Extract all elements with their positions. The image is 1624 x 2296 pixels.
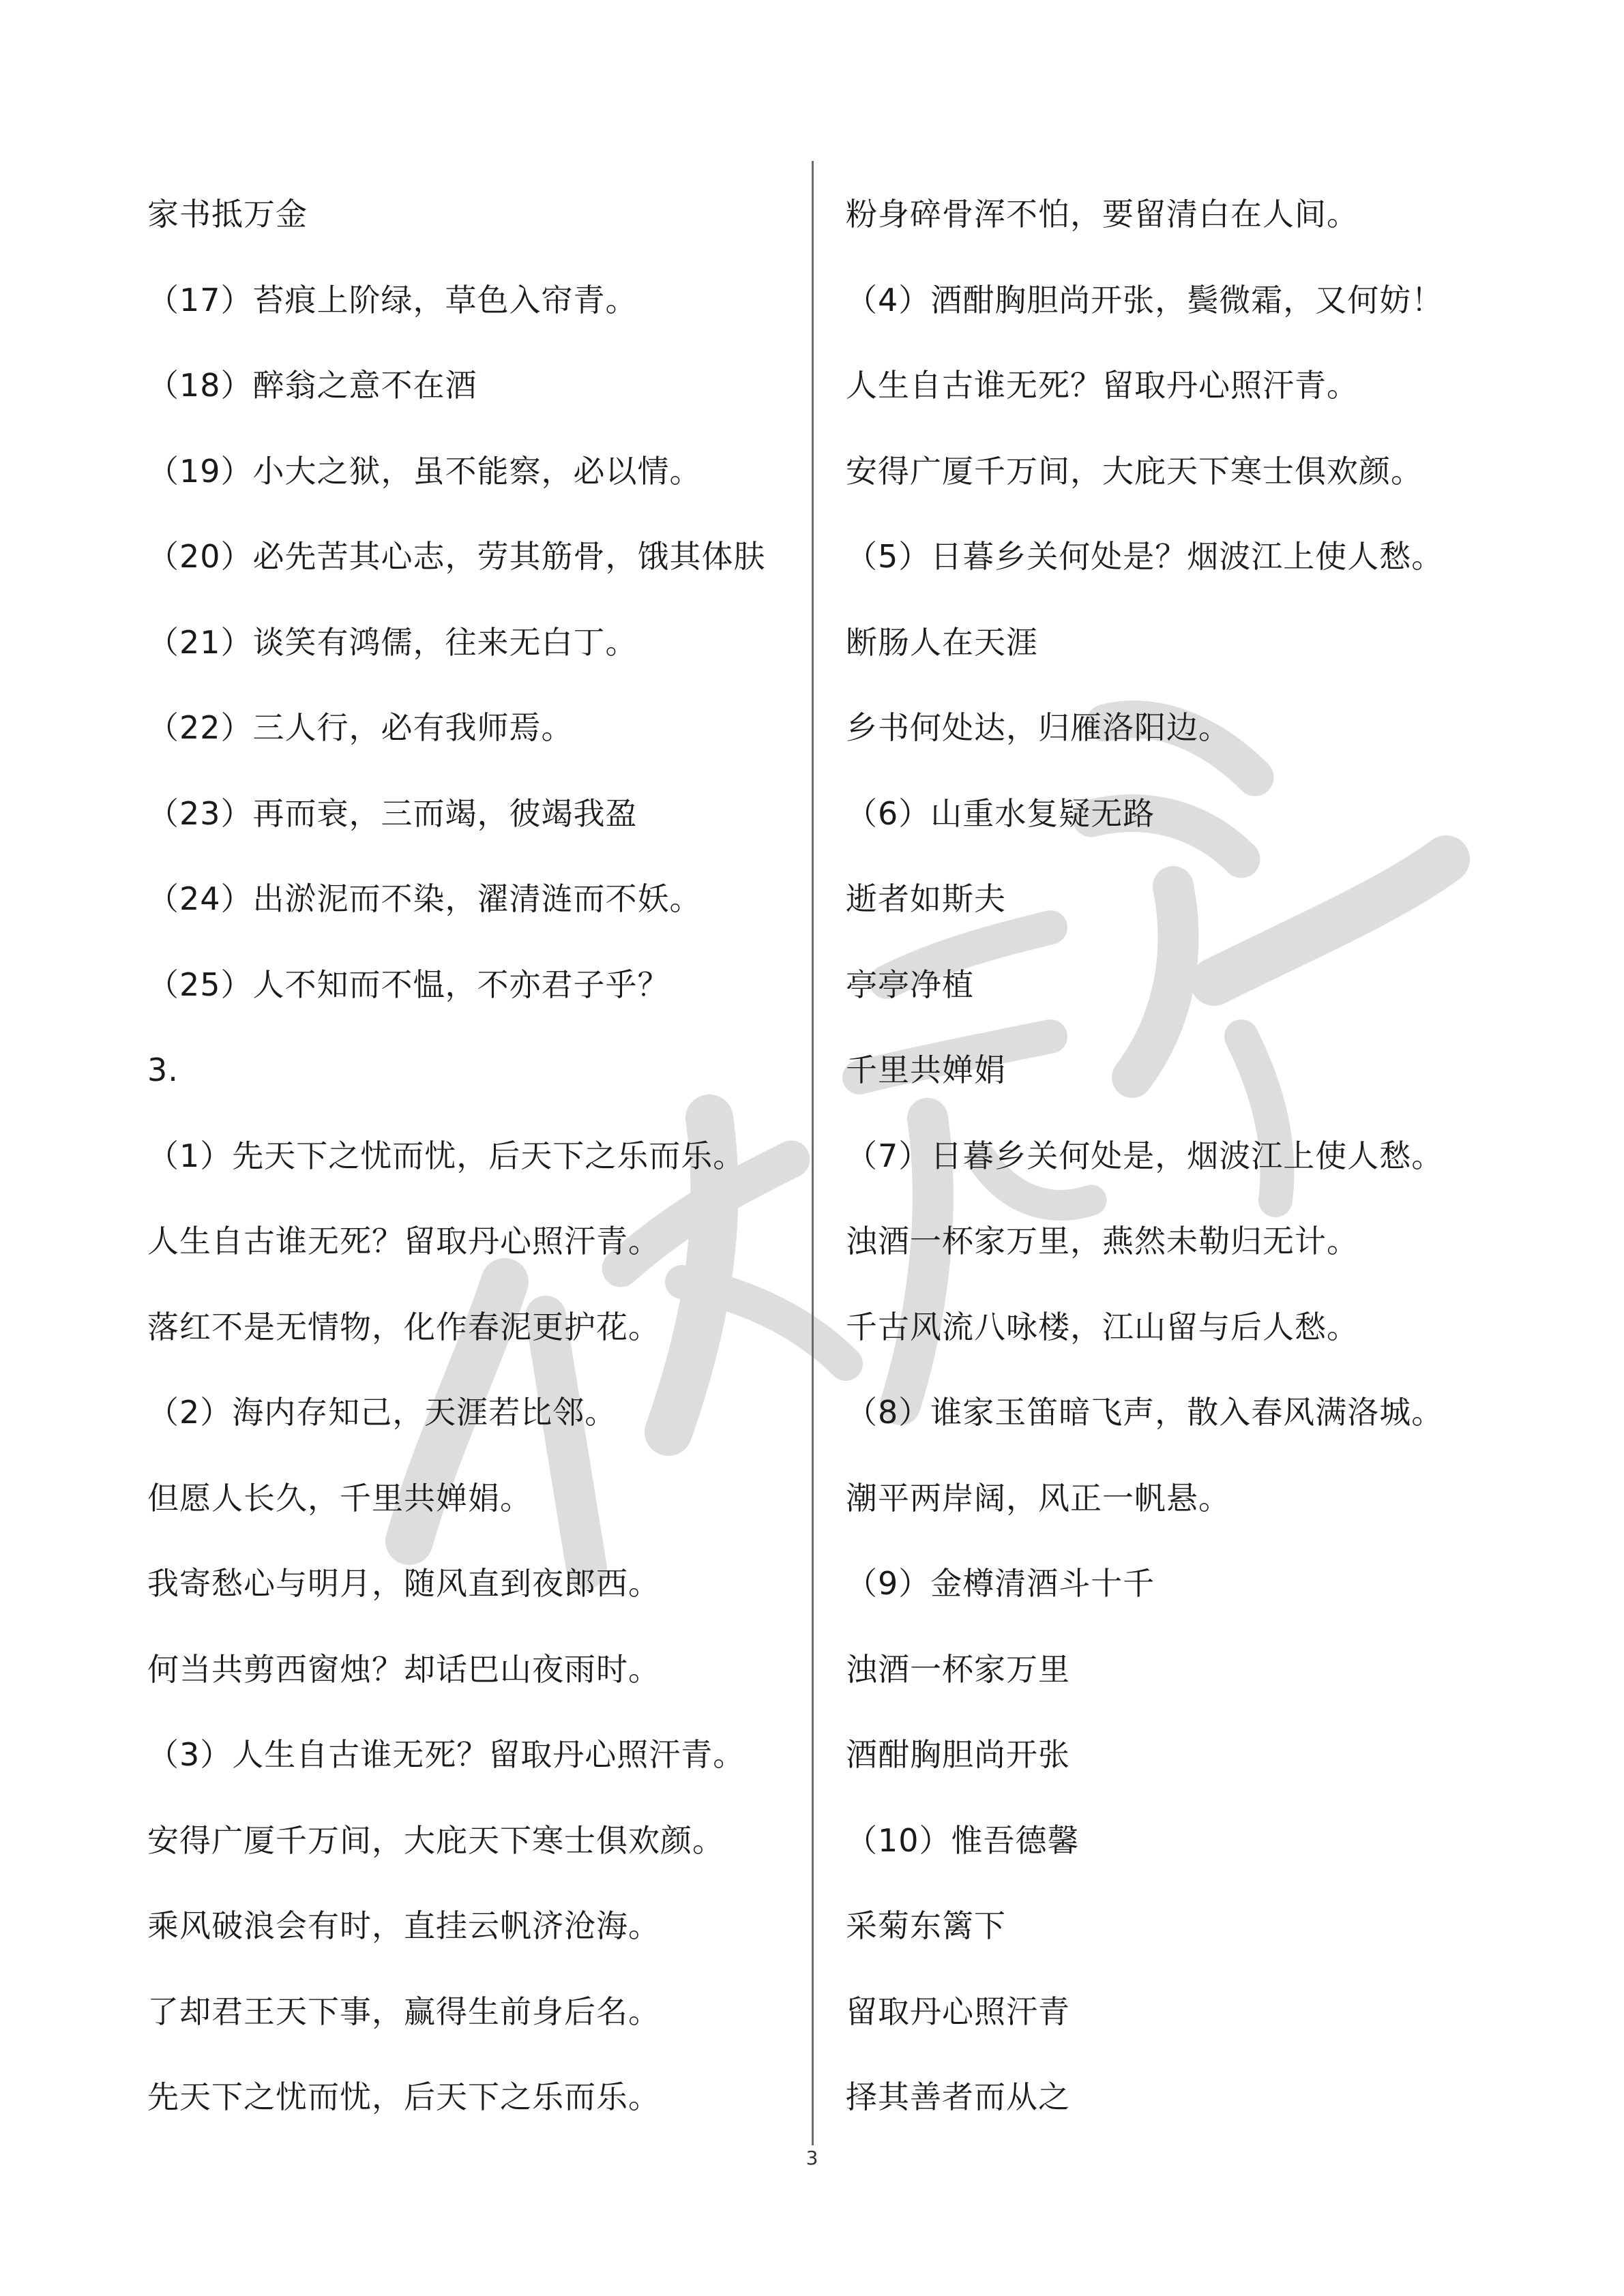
text-line: 酒酣胸胆尚开张 [846,1736,1070,1773]
text-line: 潮平两岸阔，风正一帆悬。 [846,1479,1230,1517]
text-line: （8）谁家玉笛暗飞声，散入春风满洛城。 [846,1394,1444,1431]
text-line: 我寄愁心与明月，随风直到夜郎西。 [147,1565,660,1602]
text-line: （3）人生自古谁无死？留取丹心照汗青。 [147,1736,745,1773]
text-line: 亭亭净植 [846,966,974,1003]
text-line: （4）酒酣胸胆尚开张，鬓微霜，又何妨！ [846,281,1444,318]
section-number: 3. [147,1052,179,1088]
text-line: 人生自古谁无死？留取丹心照汗青。 [846,367,1359,404]
text-line: 何当共剪西窗烛？却话巴山夜雨时。 [147,1650,660,1688]
text-line: 留取丹心照汗青 [846,1993,1070,2030]
text-line: 安得广厦千万间，大庇天下寒士俱欢颜。 [846,452,1423,490]
text-line: （18）醉翁之意不在酒 [147,367,477,404]
text-line: （22）三人行，必有我师焉。 [147,709,574,746]
page-number: 3 [806,2147,818,2169]
text-line: 落红不是无情物，化作春泥更护花。 [147,1308,660,1345]
text-line: （24）出淤泥而不染，濯清涟而不妖。 [147,880,702,917]
text-line: 千古风流八咏楼，江山留与后人愁。 [846,1308,1359,1345]
right-column [846,172,1528,2141]
left-column [147,172,829,2141]
text-line: （7）日暮乡关何处是，烟波江上使人愁。 [846,1137,1444,1174]
text-line: （17）苔痕上阶绿，草色入帘青。 [147,281,638,318]
text-line: 安得广厦千万间，大庇天下寒士俱欢颜。 [147,1821,724,1859]
text-line: 人生自古谁无死？留取丹心照汗青。 [147,1223,660,1259]
text-line: （1）先天下之忧而忧，后天下之乐而乐。 [147,1137,745,1174]
text-line: （25）人不知而不愠，不亦君子乎？ [147,966,670,1003]
text-line: （20）必先苦其心志，劳其筋骨，饿其体肤 [147,538,766,575]
text-line: 粉身碎骨浑不怕，要留清白在人间。 [846,196,1359,233]
text-line: （6）山重水复疑无路 [846,794,1155,832]
text-line: （2）海内存知己，天涯若比邻。 [147,1394,617,1431]
text-line: 千里共婵娟 [846,1052,1006,1088]
text-line: 采菊东篱下 [846,1907,1006,1944]
text-line: （9）金樽清酒斗十千 [846,1565,1155,1602]
text-line: 了却君王天下事，赢得生前身后名。 [147,1993,660,2030]
text-line: （21）谈笑有鸿儒，往来无白丁。 [147,623,638,661]
text-line: 浊酒一杯家万里，燕然未勒归无计。 [846,1223,1359,1259]
text-line: 乘风破浪会有时，直挂云帆济沧海。 [147,1907,660,1944]
text-line: （19）小大之狱，虽不能察，必以情。 [147,452,702,490]
text-line: （10）惟吾德馨 [846,1821,1080,1859]
text-line: 乡书何处达，归雁洛阳边。 [846,709,1230,746]
text-line: 逝者如斯夫 [846,880,1006,917]
text-line: 但愿人长久，千里共婵娟。 [147,1479,532,1517]
text-line: 断肠人在天涯 [846,623,1038,661]
text-line: 择其善者而从之 [846,2078,1070,2115]
text-line: （23）再而衰，三而竭，彼竭我盈 [147,794,638,832]
text-line: （5）日暮乡关何处是？烟波江上使人愁。 [846,538,1444,575]
text-line: 先天下之忧而忧，后天下之乐而乐。 [147,2078,660,2115]
text-line: 家书抵万金 [147,196,308,233]
text-line: 浊酒一杯家万里 [846,1650,1070,1688]
